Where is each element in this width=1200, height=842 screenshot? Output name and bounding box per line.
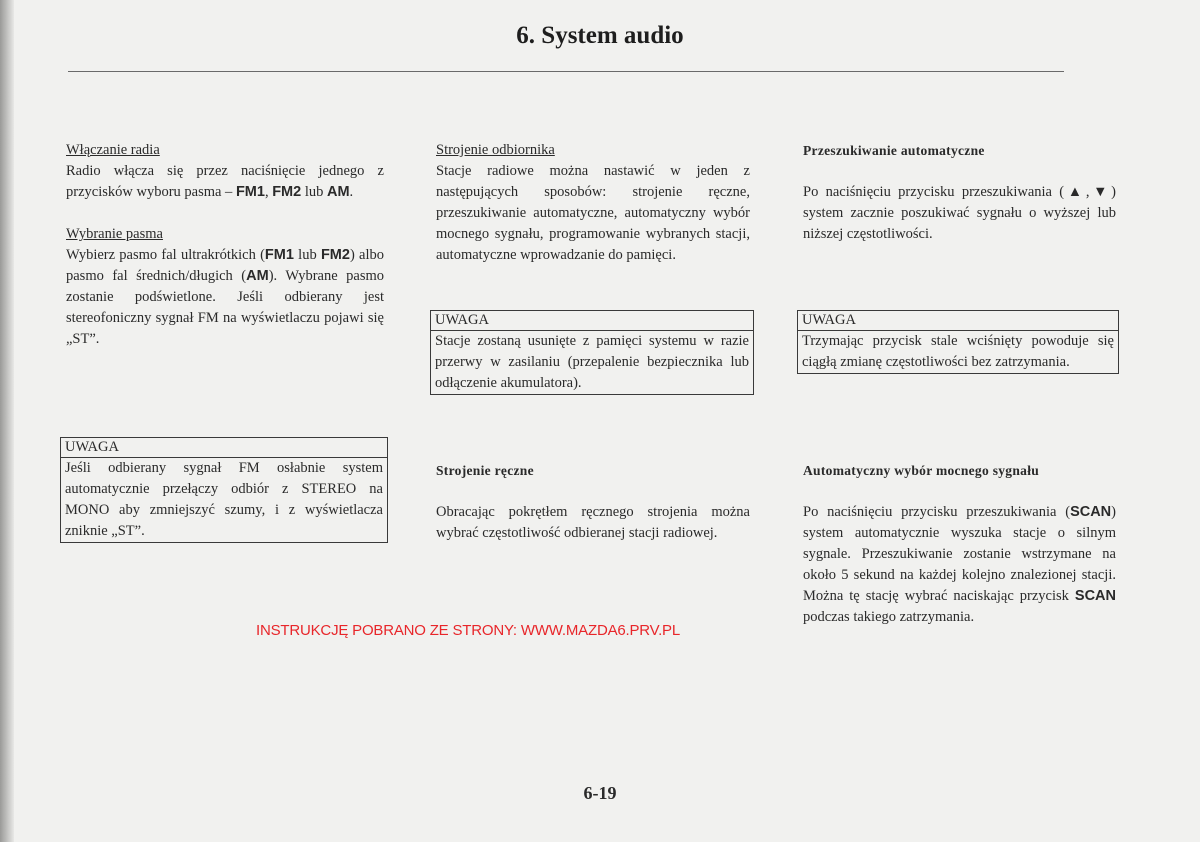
section-heading-autoscan: Przeszukiwanie automatyczne bbox=[803, 143, 985, 158]
column-1 bbox=[66, 140, 384, 350]
column-2 bbox=[436, 140, 750, 266]
fm1-label: FM1 bbox=[264, 247, 294, 263]
page-edge-shadow bbox=[0, 0, 14, 842]
column-3-lower bbox=[803, 460, 1116, 628]
scan-label: SCAN bbox=[1070, 504, 1112, 520]
download-source-note: INSTRUKCJĘ POBRANO ZE STRONY: WWW.MAZDA6.PRV.PL bbox=[256, 622, 681, 639]
note-text: Stacje zostaną usunięte z pamięci systemu w razie przerwy w zasilaniu (przepalenie bezpiecznika lub odłączenie akumulatora). bbox=[435, 333, 749, 391]
am-label: AM bbox=[326, 184, 350, 200]
note-text: Trzymając przycisk stale wciśnięty powoduje się ciągłą zmianę częstotliwości bez zatrzymania. bbox=[802, 333, 1114, 370]
note-box-stereo bbox=[60, 437, 388, 543]
fm2-label: FM2 bbox=[272, 184, 302, 200]
am-label: AM bbox=[246, 268, 269, 284]
header-rule bbox=[68, 71, 1064, 72]
note-box-memory bbox=[430, 310, 754, 395]
column-3 bbox=[803, 140, 1116, 245]
note-text: Jeśli odbierany sygnał FM osłabnie system automatycznie przełączy odbiór z STEREO na MONO aby zmniejszyć szumy, i z wyświetlacza zniknie „ST”. bbox=[65, 460, 383, 539]
column-2-lower bbox=[436, 460, 750, 544]
paragraph-manual: Obracając pokrętłem ręcznego strojenia można wybrać częstotliwość odbieranej stacji radiowej. bbox=[436, 504, 750, 541]
paragraph-strong-signal: Po naciśnięciu przycisku przeszukiwania (SCAN) system automatycznie wyszuka stacje o silnym sygnale. Przeszukiwanie zostanie wstrzymane na około 5 sekund na każdej kolejno znalezionej stacji. Można tę stację wybrać naciskając przycisk SCAN podczas takiego zatrzymania. bbox=[803, 504, 1116, 625]
note-heading: UWAGA bbox=[61, 438, 387, 458]
page-number: 6-19 bbox=[583, 783, 617, 803]
page-title: 6. System audio bbox=[516, 22, 684, 49]
paragraph-tuning: Stacje radiowe można nastawić w jeden z następujących sposobów: strojenie ręczne, przeszukiwanie automatyczne, automatyczny wybór mocnego sygnału, programowanie wybranych stacji, automatyczne wprowadzanie do pamięci. bbox=[436, 163, 750, 263]
note-box-hold bbox=[797, 310, 1119, 374]
section-heading-tuning: Strojenie odbiornika bbox=[436, 142, 555, 158]
paragraph-radio-on: Radio włącza się przez naciśnięcie jednego z przycisków wyboru pasma – FM1, FM2 lub AM. bbox=[66, 163, 384, 200]
section-heading-strong-signal: Automatyczny wybór mocnego sygnału bbox=[803, 463, 1040, 478]
section-heading-radio-on: Włączanie radia bbox=[66, 142, 160, 158]
section-heading-manual: Strojenie ręczne bbox=[436, 463, 534, 478]
section-heading-band: Wybranie pasma bbox=[66, 226, 163, 242]
paragraph-autoscan: Po naciśnięciu przycisku przeszukiwania (▲,▼) system zacznie poszukiwać sygnału o wyższej lub niższej częstotliwości. bbox=[803, 184, 1116, 242]
paragraph-band: Wybierz pasmo fal ultrakrótkich (FM1 lub FM2) albo pasmo fal średnich/długich (AM). Wybrane pasmo zostanie podświetlone. Jeśli odbierany jest stereofoniczny sygnał FM na wyświetlaczu pojawi się „ST”. bbox=[66, 247, 384, 347]
scan-label: SCAN bbox=[1074, 588, 1116, 604]
note-heading: UWAGA bbox=[431, 311, 753, 331]
fm2-label: FM2 bbox=[320, 247, 350, 263]
fm1-label: FM1 bbox=[235, 184, 265, 200]
note-heading: UWAGA bbox=[798, 311, 1118, 331]
